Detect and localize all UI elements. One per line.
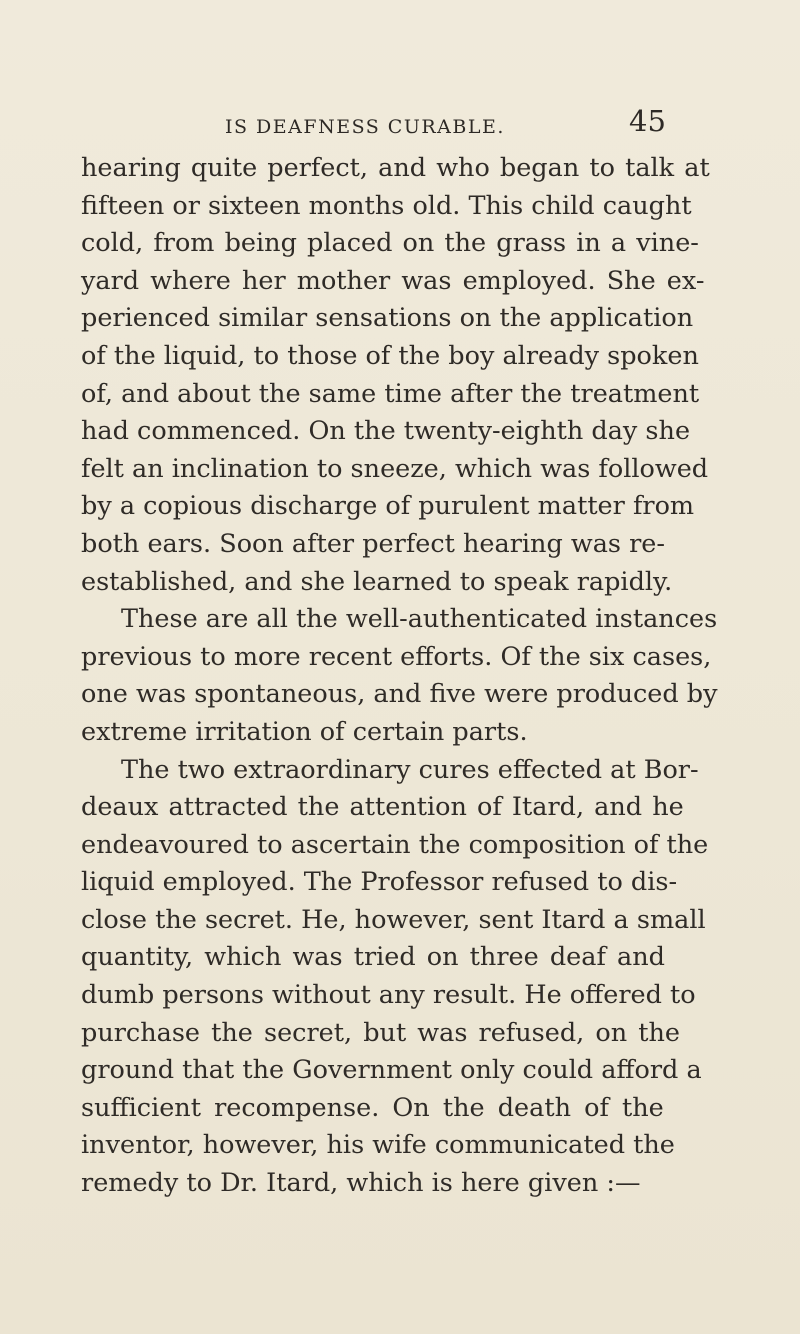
text-line: inventor, however, his wife communicated the — [81, 1130, 675, 1161]
text-line: cold, from being placed on the grass in a vine- — [81, 228, 699, 259]
text-line: The two extraordinary cures effected at Bor- — [121, 754, 699, 785]
text-line: deaux attracted the attention of Itard, and he — [81, 792, 684, 823]
text-line: endeavoured to ascertain the composition of the — [81, 829, 709, 860]
text-line: close the secret. He, however, sent Itard a small — [81, 904, 706, 935]
text-line: felt an inclination to sneeze, which was followed — [81, 453, 709, 484]
text-line: dumb persons without any result. He offered to — [81, 980, 696, 1011]
text-line: yard where her mother was employed. She ex- — [81, 265, 705, 296]
text-line: perienced similar sensations on the application — [81, 303, 694, 334]
text-line: remedy to Dr. Itard, which is here given :— — [81, 1168, 641, 1199]
text-line: had commenced. On the twenty-eighth day she — [81, 416, 691, 447]
text-line: fifteen or sixteen months old. This child caught — [81, 190, 692, 221]
text-line: hearing quite perfect, and who began to talk at — [81, 153, 710, 183]
body-text — [81, 150, 718, 1203]
running-title: IS DEAFNESS CURABLE. — [225, 116, 505, 138]
text-line: one was spontaneous, and five were produced by — [81, 679, 718, 710]
text-line: ground that the Government only could afford a — [81, 1055, 702, 1086]
text-line: quantity, which was tried on three deaf and — [81, 942, 665, 973]
text-line: sufficient recompense. On the death of the — [81, 1092, 664, 1123]
text-line: by a copious discharge of purulent matter from — [81, 491, 695, 522]
text-line: both ears. Soon after perfect hearing was re- — [81, 528, 666, 559]
text-line: extreme irritation of certain parts. — [81, 716, 528, 747]
text-line: liquid employed. The Professor refused to dis- — [81, 867, 678, 898]
text-line: These are all the well-authenticated instances — [121, 604, 718, 635]
text-line: of the liquid, to those of the boy already spoken — [81, 340, 699, 371]
page-header — [0, 102, 800, 142]
page-number: 45 — [629, 104, 666, 138]
text-line: purchase the secret, but was refused, on the — [81, 1017, 681, 1048]
text-line: established, and she learned to speak rapidly. — [81, 566, 673, 597]
text-line: previous to more recent efforts. Of the six cases, — [81, 641, 712, 672]
text-line: of, and about the same time after the treatment — [81, 378, 700, 409]
